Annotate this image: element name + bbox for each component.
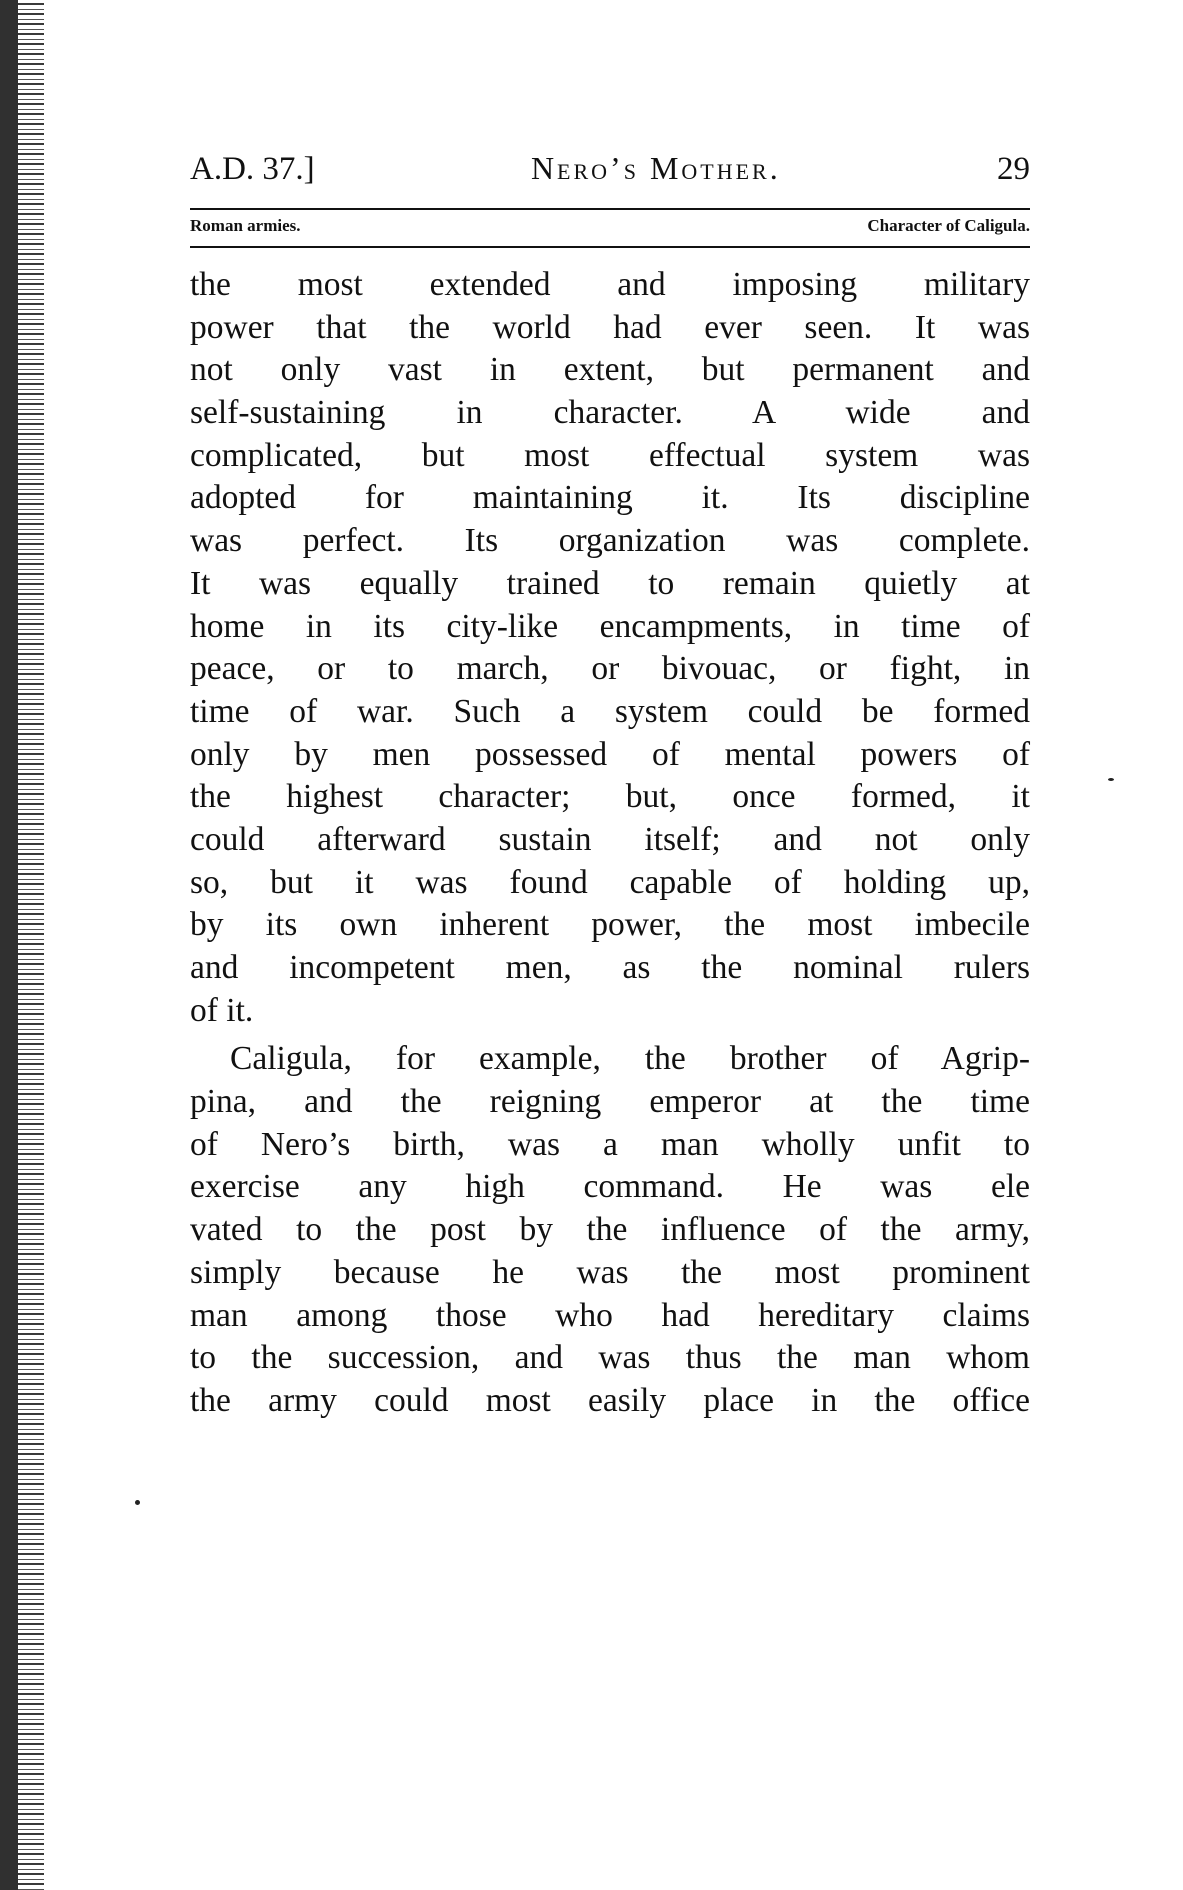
section-subhead — [190, 216, 1030, 240]
body-text — [190, 264, 1030, 1423]
text-line: power that the world had ever seen. It was — [190, 308, 1030, 346]
text-line: was perfect. Its organization was complete. — [190, 522, 1030, 560]
running-head — [190, 150, 1030, 200]
stray-ink-dot — [135, 1500, 140, 1505]
text-line: the army could most easily place in the office — [190, 1381, 1030, 1419]
text-line: adopted for maintaining it. Its discipline — [190, 479, 1030, 517]
text-line: to the succession, and was thus the man whom — [190, 1339, 1030, 1377]
text-line: of it. — [190, 991, 254, 1029]
text-line: self-sustaining in character. A wide and — [190, 394, 1030, 432]
page-number: 29 — [997, 151, 1030, 187]
running-head-title: Nero’s Mother. — [530, 150, 781, 186]
text-line: peace, or to march, or bivouac, or fight, in — [190, 650, 1030, 688]
text-line: pina, and the reigning emperor at the time — [190, 1083, 1030, 1121]
paragraph-1 — [190, 264, 1030, 1032]
text-line: the highest character; but, once formed, it — [190, 778, 1030, 816]
text-line: home in its city-like encampments, in time of — [190, 607, 1030, 645]
book-binding-edge — [0, 0, 44, 1890]
text-line: could afterward sustain itself; and not only — [190, 820, 1030, 858]
paragraph-2 — [190, 1038, 1030, 1422]
text-line: and incompetent men, as the nominal rulers — [190, 949, 1030, 986]
subhead-left: Roman armies. — [190, 216, 301, 235]
header-rule — [190, 208, 1030, 210]
text-line: It was equally trained to remain quietly at — [190, 564, 1030, 602]
text-line: of Nero’s birth, was a man wholly unfit to — [190, 1125, 1030, 1163]
book-page — [190, 150, 1030, 1423]
text-line: time of war. Such a system could be formed — [190, 692, 1030, 730]
running-head-date: A.D. 37.] — [190, 151, 315, 187]
text-line: so, but it was found capable of holding up, — [190, 863, 1030, 901]
text-line: simply because he was the most prominent — [190, 1253, 1030, 1291]
subhead-right: Character of Caligula. — [867, 216, 1030, 235]
text-line: only by men possessed of mental powers of — [190, 735, 1030, 773]
text-line: the most extended and imposing military — [190, 266, 1030, 303]
text-line: by its own inherent power, the most imbecile — [190, 906, 1030, 944]
subhead-rule — [190, 246, 1030, 248]
text-line: complicated, but most effectual system was — [190, 436, 1030, 474]
stray-ink-dot — [1108, 778, 1114, 781]
text-line: not only vast in extent, but permanent and — [190, 351, 1030, 389]
text-line: Caligula, for example, the brother of Agrip- — [230, 1040, 1030, 1078]
text-line: exercise any high command. He was ele — [190, 1168, 1030, 1206]
text-line: vated to the post by the influence of the army, — [190, 1211, 1030, 1249]
text-line: man among those who had hereditary claims — [190, 1296, 1030, 1334]
